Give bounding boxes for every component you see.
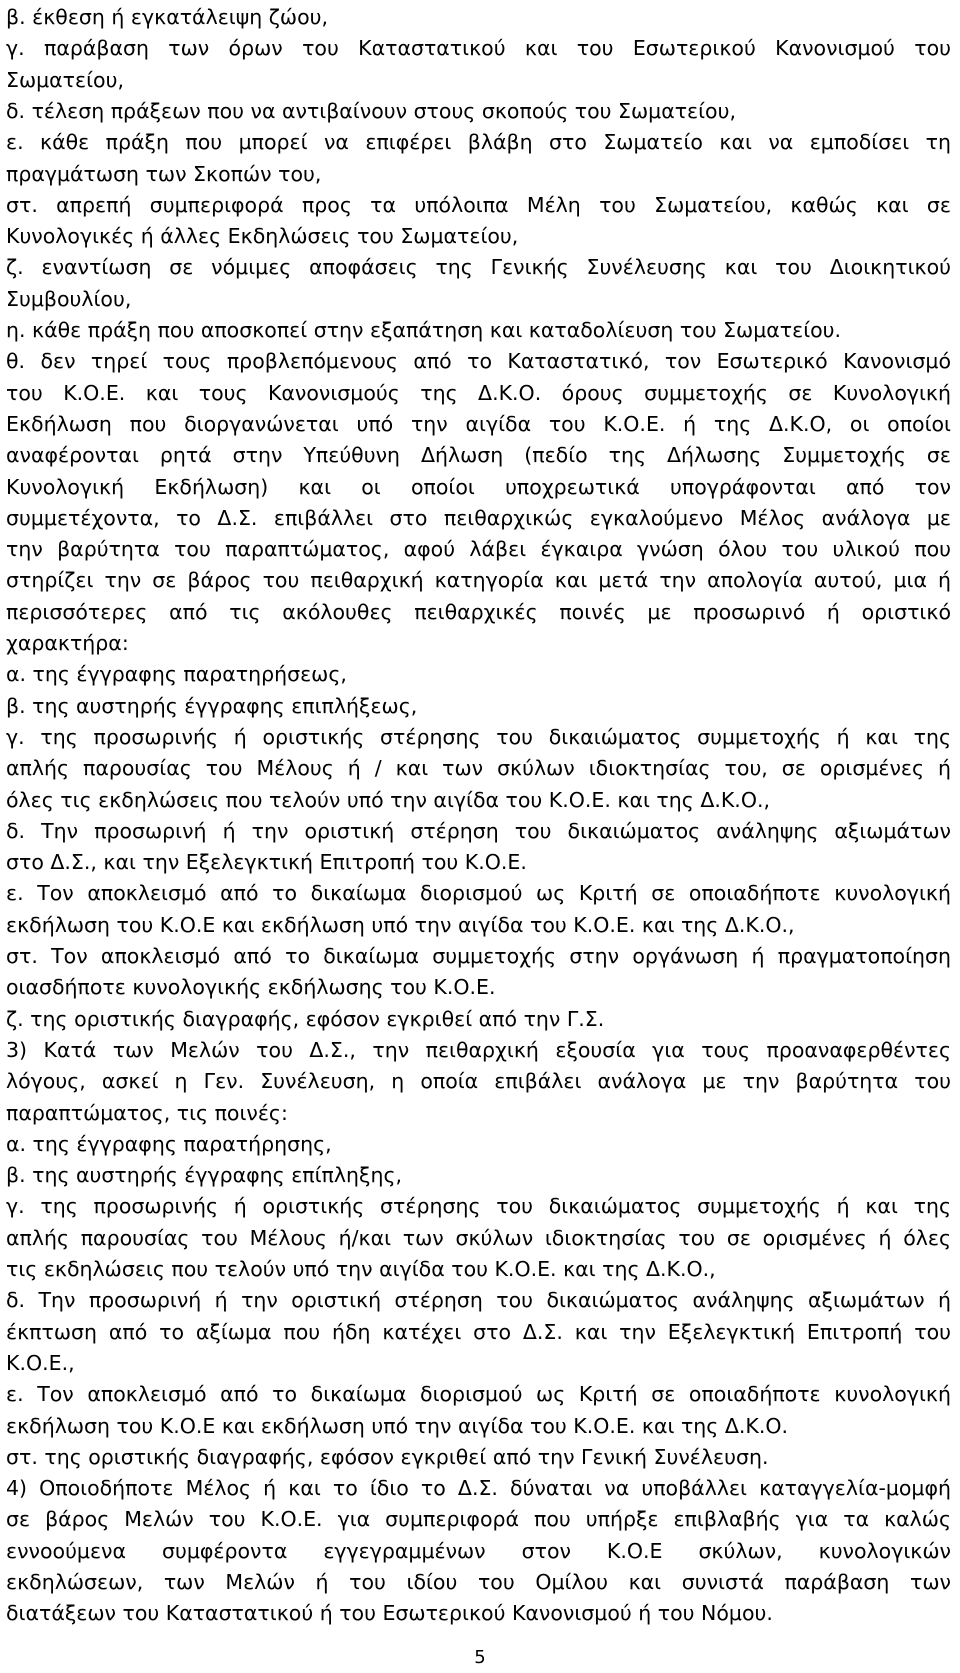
text-line: οιασδήποτε κυνολογικής εκδήλωσης του Κ.Ο.Ε. [6,975,496,1000]
text-line: γ. της προσωρινής ή οριστικής στέρησης του δικαιώματος συμμετοχής ή και της [6,1194,951,1219]
text-line: ε. κάθε πράξη που μπορεί να επιφέρει βλάβη στο Σωματείο και να εμποδίσει τη [6,130,951,155]
text-line: Συμβουλίου, [6,286,132,311]
text-line: Κυνολογική Εκδήλωση) και οι οποίοι υποχρεωτικά υπογράφονται από τον [6,474,951,499]
text-line: η. κάθε πράξη που αποσκοπεί στην εξαπάτηση και καταδολίευση του Σωματείου. [6,318,842,342]
text-line: λόγους, ασκεί η Γεν. Συνέλευση, η οποία επιβάλει ανάλογα με την βαρύτητα του [6,1069,951,1094]
text-line: έκπτωση από το αξίωμα που ήδη κατέχει στο Δ.Σ. και την Εξελεγκτική Επιτροπή του [6,1319,951,1344]
text-line: χαρακτήρα: [6,631,129,655]
text-line: α. της έγγραφης παρατήρησης, [6,1131,332,1156]
text-line: στ. απρεπή συμπεριφορά προς τα υπόλοιπα Μέλη του Σωματείου, καθώς και σε [6,192,951,217]
text-line: γ. παράβαση των όρων του Καταστατικού και του Εσωτερικού Κανονισμού του [6,36,951,61]
text-line: την βαρύτητα του παραπτώματος, αφού λάβει έγκαιρα γνώση όλου του υλικού που [6,537,951,562]
text-line: β. έκθεση ή εγκατάλειψη ζώου, [6,5,328,29]
text-line: περισσότερες από τις ακόλουθες πειθαρχικές ποινές με προσωρινό ή οριστικό [6,599,951,624]
text-line: εννοούμενα συμφέροντα εγγεγραμμένων στον Κ.Ο.Ε σκύλων, κυνολογικών [6,1538,951,1563]
text-line: πραγμάτωση των Σκοπών του, [6,161,322,186]
text-line: στηρίζει την σε βάρος του πειθαρχική κατηγορία και μετά την απολογία αυτού, μια ή [6,568,951,593]
text-line: ε. Τον αποκλεισμό από το δικαίωμα διορισμού ως Κριτή σε οποιαδήποτε κυνολογική [6,1382,951,1407]
text-line: διατάξεων του Καταστατικού ή του Εσωτερικού Κανονισμού ή του Νόμου. [6,1601,773,1626]
page-number: 5 [474,1647,486,1668]
text-line: απλής παρουσίας του Μέλους ή/και των σκύλων ιδιοκτησίας του σε ορισμένες ή όλες [6,1225,951,1250]
text-line: Εκδήλωση που διοργανώνεται υπό την αιγίδα του Κ.Ο.Ε. ή της Δ.Κ.Ο, οι οποίοι [6,411,951,436]
text-line: στο Δ.Σ., και την Εξελεγκτική Επιτροπή του Κ.Ο.Ε. [6,850,527,875]
text-line: συμμετέχοντα, το Δ.Σ. επιβάλλει στο πειθαρχικώς εγκαλούμενο Μέλος ανάλογα με [6,505,951,530]
text-line: ζ. εναντίωση σε νόμιμες αποφάσεις της Γενικής Συνέλευσης και του Διοικητικού [6,255,951,280]
text-line: σε βάρος Μελών του Κ.Ο.Ε. για συμπεριφορά που υπήρξε επιβλαβής για τα καλώς [6,1507,951,1532]
text-line: αναφέρονται ρητά στην Υπεύθυνη Δήλωση (πεδίο της Δήλωσης Συμμετοχής σε [6,443,951,468]
text-line: όλες τις εκδηλώσεις που τελούν υπό την αιγίδα του Κ.Ο.Ε. και της Δ.Κ.Ο., [6,787,770,812]
text-line: εκδήλωση του Κ.Ο.Ε και εκδήλωση υπό την αιγίδα του Κ.Ο.Ε. και της Δ.Κ.Ο. [6,1413,788,1438]
text-line: Σωματείου, [6,67,124,92]
text-line: β. της αυστηρής έγγραφης επίπληξης, [6,1163,402,1188]
text-line: β. της αυστηρής έγγραφης επιπλήξεως, [6,693,418,718]
text-line: στ. της οριστικής διαγραφής, εφόσον εγκριθεί από την Γενική Συνέλευση. [6,1444,769,1469]
text-line: α. της έγγραφης παρατηρήσεως, [6,662,347,687]
text-line: απλής παρουσίας του Μέλους ή / και των σκύλων ιδιοκτησίας του, σε ορισμένες ή [6,756,951,781]
text-line: στ. Τον αποκλεισμό από το δικαίωμα συμμετοχής στην οργάνωση ή πραγματοποίηση [6,944,951,968]
text-line: γ. της προσωρινής ή οριστικής στέρησης του δικαιώματος συμμετοχής ή και της [6,724,951,749]
text-line: εκδηλώσεων, των Μελών ή του ιδίου του Ομίλου και συνιστά παράβαση των [6,1570,951,1594]
text-line: παραπτώματος, τις ποινές: [6,1100,288,1125]
text-line: δ. τέλεση πράξεων που να αντιβαίνουν στους σκοπούς του Σωματείου, [6,98,736,123]
text-line: ε. Τον αποκλεισμό από το δικαίωμα διορισμού ως Κριτή σε οποιαδήποτε κυνολογική [6,881,951,906]
text-line: δ. Την προσωρινή ή την οριστική στέρηση του δικαιώματος ανάληψης αξιωμάτων ή [6,1288,951,1313]
text-line: 4) Οποιοδήποτε Μέλος ή και το ίδιο το Δ.Σ. δύναται να υποβάλλει καταγγελία-μομφή [6,1476,951,1501]
text-line: θ. δεν τηρεί τους προβλεπόμενους από το Καταστατικό, τον Εσωτερικό Κανονισμό [6,349,951,374]
text-line: Κυνολογικές ή άλλες Εκδηλώσεις του Σωματείου, [6,224,519,249]
text-line: τις εκδηλώσεις που τελούν υπό την αιγίδα του Κ.Ο.Ε. και της Δ.Κ.Ο., [6,1257,716,1281]
text-line: 3) Κατά των Μελών του Δ.Σ., την πειθαρχική εξουσία για τους προαναφερθέντες [6,1037,951,1062]
text-line: δ. Την προσωρινή ή την οριστική στέρηση του δικαιώματος ανάληψης αξιωμάτων [6,818,951,843]
text-line: εκδήλωση του Κ.Ο.Ε και εκδήλωση υπό την αιγίδα του Κ.Ο.Ε. και της Δ.Κ.Ο., [6,912,795,937]
text-line: Κ.Ο.Ε., [6,1350,75,1375]
text-line: ζ. της οριστικής διαγραφής, εφόσον εγκριθεί από την Γ.Σ. [6,1006,605,1031]
text-line: του Κ.Ο.Ε. και τους Κανονισμούς της Δ.Κ.Ο. όρους συμμετοχής σε Κυνολογική [6,380,951,405]
